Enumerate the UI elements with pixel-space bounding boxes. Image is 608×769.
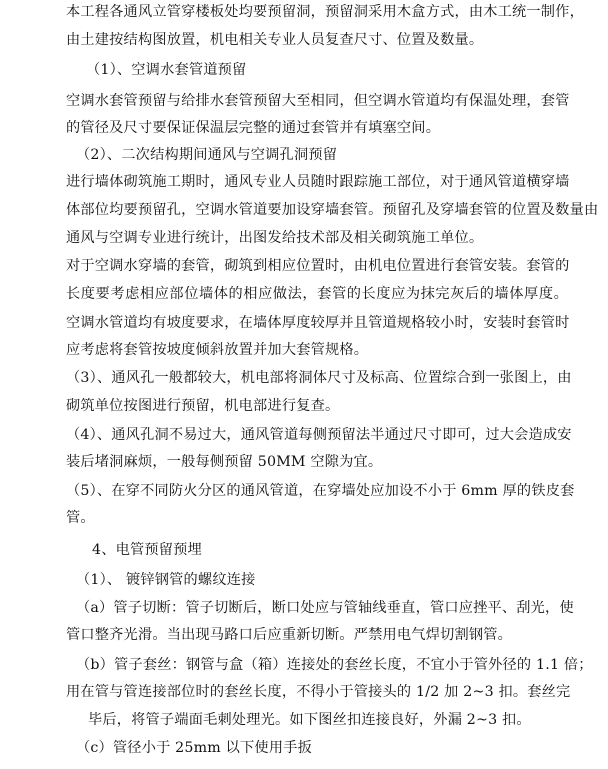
paragraph-line-22: 毕后，将管子端面毛刺处理光。如下图丝扣连接良好，外漏 2~3 扣。 <box>88 712 531 728</box>
paragraph-line-21: 用在管与管连接部位时的套丝长度，不得小于管接头的 1/2 加 2~3 扣。套丝完 <box>66 684 571 700</box>
paragraph-line-14: （4）、通风孔洞不易过大，通风管道每侧预留法半通过尺寸即可，过大会造成安 <box>66 427 572 443</box>
paragraph-line-3: 空调水套管预留与给排水套管预留大至相同，但空调水管道均有保温处理，套管 <box>66 93 570 109</box>
paragraph-line-1: 本工程各通风立管穿楼板处均要预留洞，预留洞采用木盒方式，由木工统一制作， <box>66 4 584 20</box>
paragraph-line-2: 由土建按结构图放置，机电相关专业人员复查尺寸、位置及数量。 <box>66 32 484 48</box>
paragraph-line-19: 管口整齐光滑。当出现马路口后应重新切断。严禁用电气焊切割钢管。 <box>66 627 513 643</box>
paragraph-line-9: 长度要考虑相应部位墙体的相应做法，套管的长度应为抹完灰后的墙体厚度。 <box>66 286 568 302</box>
paragraph-line-10: 空调水管道均有坡度要求，在墙体厚度较厚并且管道规格较小时，安装时套管时 <box>66 315 570 331</box>
paragraph-line-16: （5）、在穿不同防火分区的通风管道，在穿墙处应加设不小于 6mm 厚的铁皮套 <box>66 483 575 499</box>
paragraph-line-5: 进行墙体砌筑施工期时，通风专业人员随时跟踪施工部位，对于通风管道横穿墙 <box>66 174 570 190</box>
paragraph-line-23: （c）管径小于 25mm 以下使用手扳 <box>76 740 312 756</box>
section-heading: 4、电管预留预埋 <box>92 542 202 558</box>
paragraph-line-15: 装后堵洞麻烦，一般每侧预留 50MM 空隙为宜。 <box>66 454 383 470</box>
paragraph-line-12: （3）、通风孔一般都较大，机电部将洞体尺寸及标高、位置综合到一张图上，由 <box>66 370 572 386</box>
paragraph-line-17: 管。 <box>66 510 95 526</box>
paragraph-line-8: 对于空调水穿墙的套管，砌筑到相应位置时，由机电位置进行套管安装。套管的 <box>66 258 570 274</box>
paragraph-line-18: （a）管子切断：管子切断后，断口处应与管轴线垂直，管口应挫平、刮光，使 <box>76 600 574 616</box>
paragraph-line-7: 通风与空调专业进行统计，出图发给技术部及相关砌筑施工单位。 <box>66 230 484 246</box>
subheading-1: （1）、空调水套管道预留 <box>86 62 247 78</box>
paragraph-line-20: （b）管子套丝：钢管与盒（箱）连接处的套丝长度，不宜小于管外径的 1.1 倍； <box>76 657 593 673</box>
subheading-3: （1）、 镀锌钢管的螺纹连接 <box>76 572 256 588</box>
subheading-2: （2）、二次结构期间通风与空调孔洞预留 <box>76 147 338 163</box>
paragraph-line-6: 体部位均要预留孔，空调水管道要加设穿墙套管。预留孔及穿墙套管的位置及数量由 <box>66 202 599 218</box>
paragraph-line-13: 砌筑单位按图进行预留，机电部进行复查。 <box>66 398 340 414</box>
paragraph-line-11: 应考虑将套管按坡度倾斜放置并加大套管规格。 <box>66 342 369 358</box>
paragraph-line-4: 的管径及尺寸要保证保温层完整的通过套管并有填塞空间。 <box>66 120 441 136</box>
